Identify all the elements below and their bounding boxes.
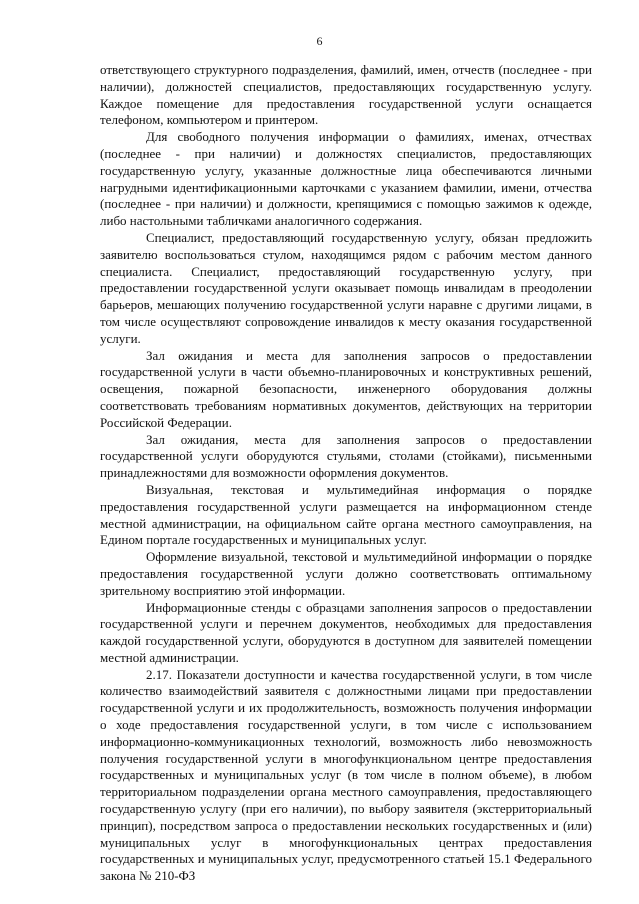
paragraph: Для свободного получения информации о фамилиях, именах, отчествах (последнее - при наличии) и должностях специалистов, предоставляющих государственную услугу, указанные должностные лица обеспечиваются личными нагрудными идентификационными карточками с указанием фамилии, имени, отчества (последнее - при наличии) и должности, крепящимися с помощью зажимов к одежде, либо настольными табличками аналогичного содержания. (100, 129, 592, 229)
paragraph: ответствующего структурного подразделения, фамилий, имен, отчеств (последнее - при наличии), должностей специалистов, предоставляющих государственную услугу. Каждое помещение для предоставления государственной услуги оснащается телефоном, компьютером и принтером. (100, 62, 592, 128)
paragraph: Информационные стенды с образцами заполнения запросов о предоставлении государственной услуги и перечнем документов, необходимых для предоставления каждой государственной услуги, оборудуются в доступном для заявителей помещении местной администрации. (100, 599, 592, 665)
paragraph: 2.17. Показатели доступности и качества государственной услуги, в том числе количество взаимодействий заявителя с должностными лицами при предоставлении государственной услуги и их продолжительность, возможность получения информации о ходе предоставления государственной услуги, в том числе с использованием информационно-коммуникационных технологий, возможность либо невозможность получения государственной услуги в многофункциональном центре предоставления государственных и муниципальных услуг (в том числе в полном объеме), в любом территориальном подразделении органа местного самоуправления, предоставляющего государственную услугу (при его наличии), по выбору заявителя (экстерриториальный принцип), посредством запроса о предоставлении нескольких государственных и (или) муниципальных услуг в многофункциональных центрах предоставления государственных и муниципальных услуг, предусмотренного статьей 15.1 Федерального закона № 210-ФЗ (100, 666, 592, 884)
paragraph: Оформление визуальной, текстовой и мультимедийной информации о порядке предоставления государственной услуги должно соответствовать оптимальному зрительному восприятию этой информации. (100, 549, 592, 598)
paragraph: Зал ожидания, места для заполнения запросов о предоставлении государственной услуги оборудуются стульями, столами (стойками), письменными принадлежностями для возможности оформления документов. (100, 431, 592, 481)
paragraph: Специалист, предоставляющий государственную услугу, обязан предложить заявителю воспользоваться стулом, находящимся рядом с рабочим местом данного специалиста. Специалист, предоставляющий государственную услугу, при предоставлении государственной услуги оказывает помощь инвалидам в преодолении барьеров, мешающих получению государственной услуги наравне с другими лицами, в том числе осуществляют сопровождение инвалидов к месту оказания государственной услуги. (100, 229, 592, 346)
page-number: 6 (316, 34, 323, 48)
paragraph: Зал ожидания и места для заполнения запросов о предоставлении государственной услуги в части объемно-планировочных и конструктивных решений, освещения, пожарной безопасности, инженерного оборудования должны соответствовать требованиям нормативных документов, действующих на территории Российской Федерации. (100, 347, 592, 430)
paragraph: Визуальная, текстовая и мультимедийная информация о порядке предоставления государственной услуги размещается на информационном стенде местной администрации, на официальном сайте органа местного самоуправления, на Едином портале государственных и муниципальных услуг. (100, 481, 592, 548)
document-body (100, 62, 592, 885)
